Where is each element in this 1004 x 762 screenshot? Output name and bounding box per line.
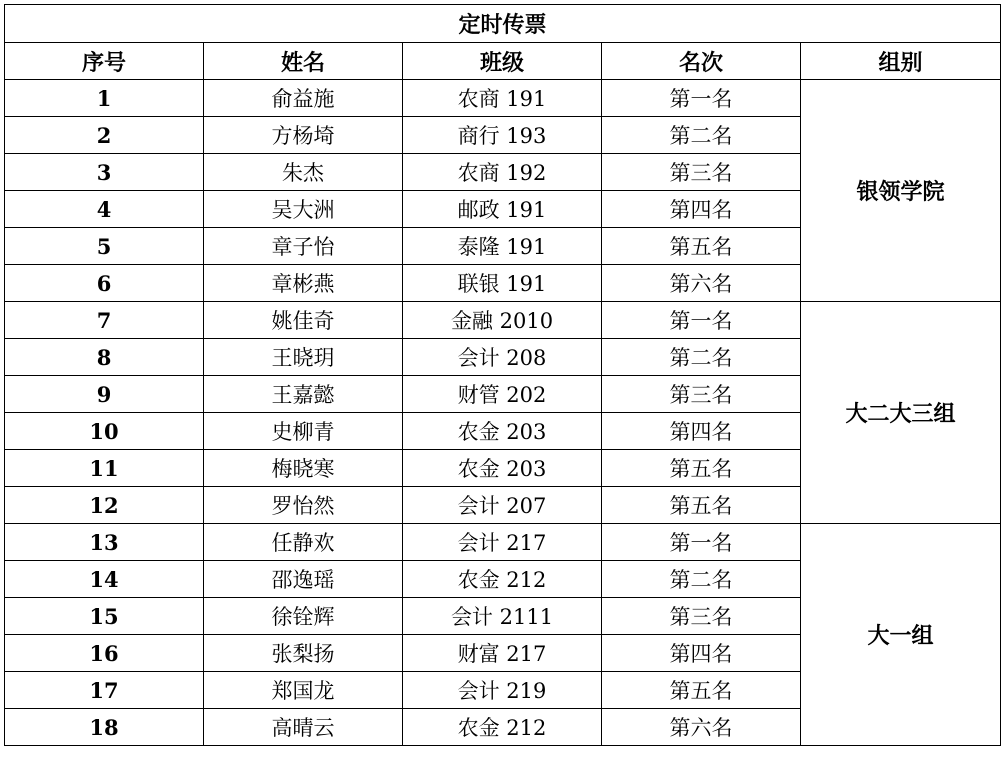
cell-seq: 16 [5,635,204,672]
header-seq: 序号 [5,43,204,80]
cell-class: 农商 192 [403,154,602,191]
cell-rank: 第六名 [602,709,801,746]
cell-name: 章彬燕 [204,265,403,302]
cell-class: 会计 219 [403,672,602,709]
cell-rank: 第五名 [602,450,801,487]
cell-name: 邵逸瑶 [204,561,403,598]
cell-rank: 第五名 [602,487,801,524]
header-group: 组别 [801,43,1001,80]
header-class: 班级 [403,43,602,80]
cell-seq: 10 [5,413,204,450]
table-row [5,524,1001,561]
cell-rank: 第三名 [602,154,801,191]
cell-name: 方杨埼 [204,117,403,154]
title-row [5,5,1001,43]
cell-name: 任静欢 [204,524,403,561]
cell-rank: 第二名 [602,117,801,154]
cell-name: 史柳青 [204,413,403,450]
cell-rank: 第二名 [602,339,801,376]
header-rank: 名次 [602,43,801,80]
table-title: 定时传票 [5,5,1001,43]
cell-rank: 第一名 [602,80,801,117]
cell-class: 农金 203 [403,413,602,450]
cell-seq: 14 [5,561,204,598]
cell-class: 会计 2111 [403,598,602,635]
cell-group: 大二大三组 [801,302,1001,524]
cell-group: 银领学院 [801,80,1001,302]
cell-seq: 6 [5,265,204,302]
table-row [5,302,1001,339]
cell-seq: 5 [5,228,204,265]
cell-seq: 1 [5,80,204,117]
cell-class: 商行 193 [403,117,602,154]
cell-name: 章子怡 [204,228,403,265]
cell-group: 大一组 [801,524,1001,746]
cell-name: 姚佳奇 [204,302,403,339]
cell-class: 财管 202 [403,376,602,413]
cell-name: 王晓玥 [204,339,403,376]
cell-seq: 18 [5,709,204,746]
header-row [5,43,1001,80]
cell-seq: 3 [5,154,204,191]
cell-rank: 第四名 [602,635,801,672]
cell-rank: 第四名 [602,191,801,228]
cell-rank: 第三名 [602,598,801,635]
cell-seq: 9 [5,376,204,413]
cell-name: 郑国龙 [204,672,403,709]
cell-class: 农金 212 [403,709,602,746]
cell-rank: 第二名 [602,561,801,598]
cell-class: 泰隆 191 [403,228,602,265]
cell-name: 张梨扬 [204,635,403,672]
cell-name: 徐铨辉 [204,598,403,635]
cell-rank: 第五名 [602,228,801,265]
cell-name: 梅晓寒 [204,450,403,487]
cell-class: 农金 203 [403,450,602,487]
cell-rank: 第一名 [602,302,801,339]
cell-rank: 第五名 [602,672,801,709]
cell-name: 吴大洲 [204,191,403,228]
cell-seq: 13 [5,524,204,561]
cell-name: 俞益施 [204,80,403,117]
cell-rank: 第六名 [602,265,801,302]
cell-seq: 7 [5,302,204,339]
cell-seq: 12 [5,487,204,524]
cell-seq: 8 [5,339,204,376]
cell-class: 邮政 191 [403,191,602,228]
cell-class: 农金 212 [403,561,602,598]
cell-name: 罗怡然 [204,487,403,524]
cell-seq: 11 [5,450,204,487]
cell-seq: 15 [5,598,204,635]
table-row [5,80,1001,117]
cell-seq: 17 [5,672,204,709]
cell-class: 农商 191 [403,80,602,117]
cell-name: 朱杰 [204,154,403,191]
cell-seq: 2 [5,117,204,154]
cell-class: 会计 217 [403,524,602,561]
cell-class: 联银 191 [403,265,602,302]
table-body [5,80,1001,746]
cell-class: 会计 207 [403,487,602,524]
cell-name: 王嘉懿 [204,376,403,413]
cell-class: 财富 217 [403,635,602,672]
cell-seq: 4 [5,191,204,228]
cell-name: 高晴云 [204,709,403,746]
header-name: 姓名 [204,43,403,80]
cell-class: 会计 208 [403,339,602,376]
results-table [4,4,1001,746]
cell-rank: 第四名 [602,413,801,450]
cell-rank: 第一名 [602,524,801,561]
cell-rank: 第三名 [602,376,801,413]
cell-class: 金融 2010 [403,302,602,339]
